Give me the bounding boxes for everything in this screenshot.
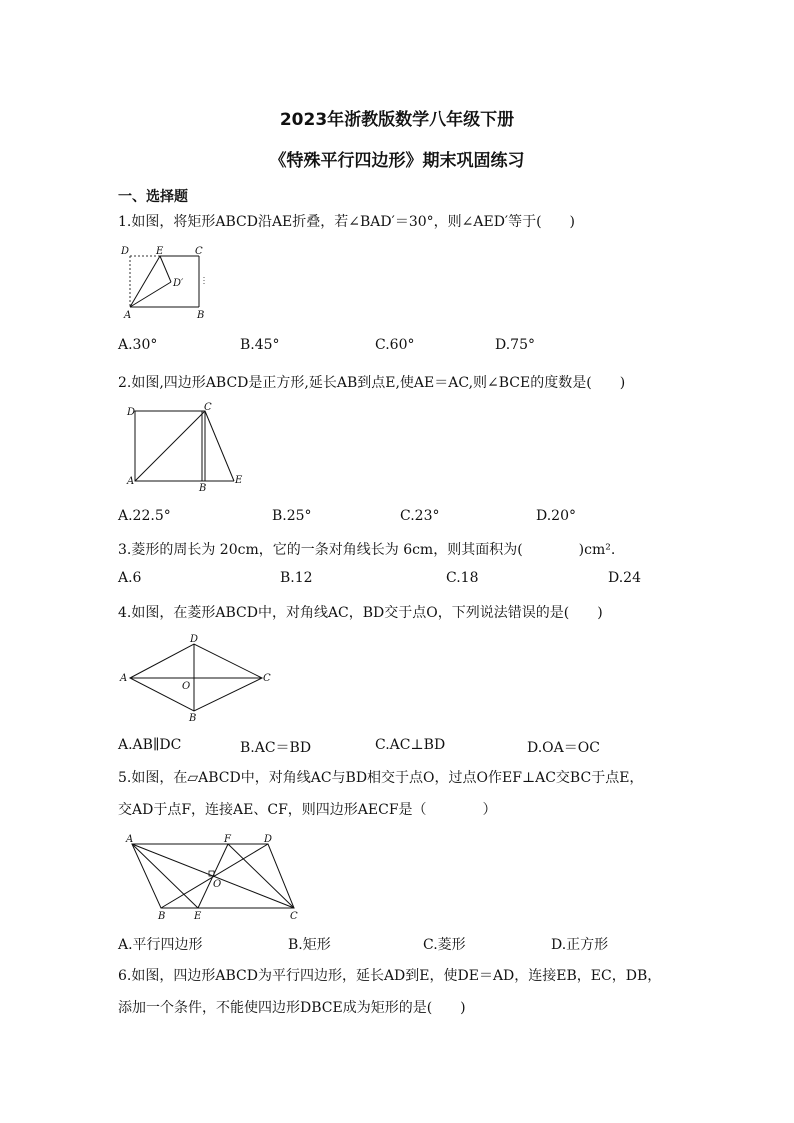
q2-label-D: D [127,407,136,418]
q4-option-a[interactable]: A.AB∥DC [118,737,182,753]
page-subtitle: 《特殊平行四边形》期末巩固练习 [269,151,525,171]
q1-label-C: C [195,246,203,257]
q2-option-c[interactable]: C.23° [400,508,440,524]
q5-label-E: E [194,911,202,922]
question-6-text-line1: 6.如图，四边形ABCD为平行四边形，延长AD到E，使DE＝AD，连接EB，EC，DB， [118,968,662,984]
question-4-text: 4.如图，在菱形ABCD中，对角线AC，BD交于点O，下列说法错误的是( ) [118,605,603,621]
q3-option-c[interactable]: C.18 [446,570,479,586]
q5-option-b[interactable]: B.矩形 [288,937,331,953]
q5-label-D: D [264,834,273,845]
q1-label-D: D [121,246,130,257]
q1-option-c[interactable]: C.60° [375,337,415,353]
section-heading: 一、选择题 [118,189,188,205]
question-2-text: 2.如图,四边形ABCD是正方形,延长AB到点E,使AE＝AC,则∠BCE的度数是( ) [118,375,626,391]
q2-option-b[interactable]: B.25° [272,508,312,524]
q5-label-C: C [290,911,298,922]
q5-option-c[interactable]: C.菱形 [423,937,466,953]
question-1-figure [118,244,218,324]
q5-label-B: B [158,911,166,922]
q2-option-a[interactable]: A.22.5° [118,508,171,524]
q5-label-O: O [213,879,222,890]
question-1-text: 1.如图，将矩形ABCD沿AE折叠，若∠BAD′＝30°，则∠AED′等于( ) [118,214,576,230]
q1-label-B: B [197,310,205,321]
q2-label-E: E [235,475,243,486]
question-5-figure [118,830,308,925]
q4-label-A: A [120,673,128,684]
q1-option-a[interactable]: A.30° [118,337,158,353]
question-5-text-line2: 交AD于点F，连接AE、CF，则四边形AECF是（ ） [118,802,497,818]
q4-label-D: D [190,634,199,645]
q5-label-F: F [224,834,231,845]
q2-label-B: B [199,483,207,494]
q4-option-d[interactable]: D.OA＝OC [527,740,600,756]
q5-option-d[interactable]: D.正方形 [551,937,609,953]
q4-option-c[interactable]: C.AC⊥BD [375,737,446,753]
question-5-text-line1: 5.如图，在▱ABCD中，对角线AC与BD相交于点O，过点O作EF⊥AC交BC于点E， [118,770,644,786]
q5-label-A: A [126,834,134,845]
q2-label-A: A [127,476,135,487]
q4-option-b[interactable]: B.AC＝BD [240,740,312,756]
page-title: 2023年浙教版数学八年级下册 [279,110,515,130]
q5-option-a[interactable]: A.平行四边形 [118,937,203,953]
q1-label-E: E [156,246,164,257]
q3-option-d[interactable]: D.24 [608,570,641,586]
q3-option-b[interactable]: B.12 [280,570,313,586]
q2-label-C: C [204,402,212,413]
q4-label-B: B [189,713,197,724]
q1-option-d[interactable]: D.75° [495,337,535,353]
q1-label-A: A [124,310,132,321]
q1-option-b[interactable]: B.45° [240,337,280,353]
question-2-figure [118,400,248,495]
question-3-text: 3.菱形的周长为 20cm，它的一条对角线长为 6cm，则其面积为( )cm². [118,542,616,558]
question-6-text-line2: 添加一个条件，不能使四边形DBCE成为矩形的是( ) [118,1000,466,1016]
q2-option-d[interactable]: D.20° [536,508,576,524]
q4-label-C: C [263,673,271,684]
q1-label-Dp: D′ [173,278,184,289]
question-4-figure [118,632,278,722]
q3-option-a[interactable]: A.6 [118,570,142,586]
q4-label-O: O [182,681,191,692]
